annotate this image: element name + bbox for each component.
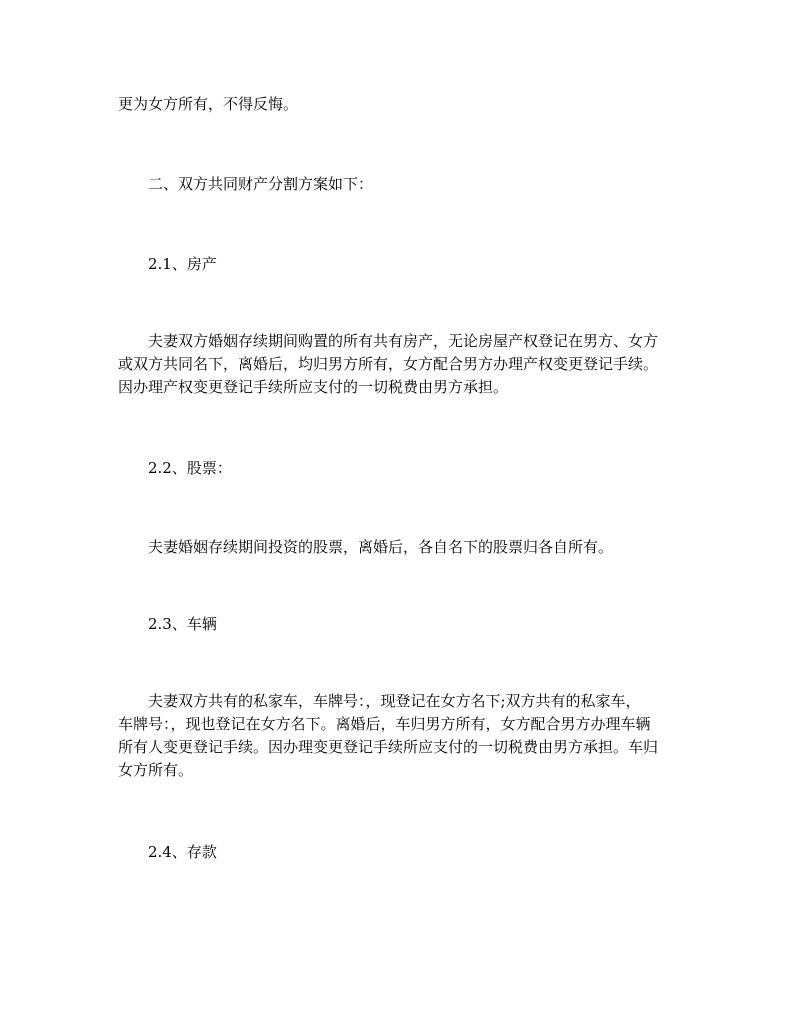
section-2-1-heading: 2.1、房产 xyxy=(148,255,217,273)
paragraph-line: 因办理产权变更登记手续所应支付的一切税费由男方承担。 xyxy=(118,378,509,396)
paragraph-line: 所有人变更登记手续。因办理变更登记手续所应支付的一切税费由男方承担。车归 xyxy=(118,738,659,756)
section-2-heading: 二、双方共同财产分割方案如下： xyxy=(148,175,374,193)
paragraph-line: 夫妻双方共有的私家车，车牌号：，现登记在女方名下;双方共有的私家车， xyxy=(148,692,641,710)
paragraph-line: 夫妻婚姻存续期间投资的股票，离婚后，各自名下的股票归各自所有。 xyxy=(148,538,614,556)
section-2-3-heading: 2.3、车辆 xyxy=(148,615,217,633)
section-2-2-heading: 2.2、股票： xyxy=(148,459,232,477)
section-2-2-body xyxy=(118,536,688,559)
paragraph-line: 或双方共同名下，离婚后，均归男方所有，女方配合男方办理产权变更登记手续。 xyxy=(118,355,659,373)
paragraph-line: 车牌号：，现也登记在女方名下。离婚后，车归男方所有，女方配合男方办理车辆 xyxy=(118,715,651,733)
section-2-3-body xyxy=(118,690,688,782)
paragraph-line: 女方所有。 xyxy=(118,761,194,779)
section-2-1-body xyxy=(118,330,688,399)
section-2-4-heading: 2.4、存款 xyxy=(148,843,217,861)
continuation-text: 更为女方所有，不得反悔。 xyxy=(118,95,299,113)
paragraph-line: 夫妻双方婚姻存续期间购置的所有共有房产，无论房屋产权登记在男方、女方 xyxy=(148,332,659,350)
